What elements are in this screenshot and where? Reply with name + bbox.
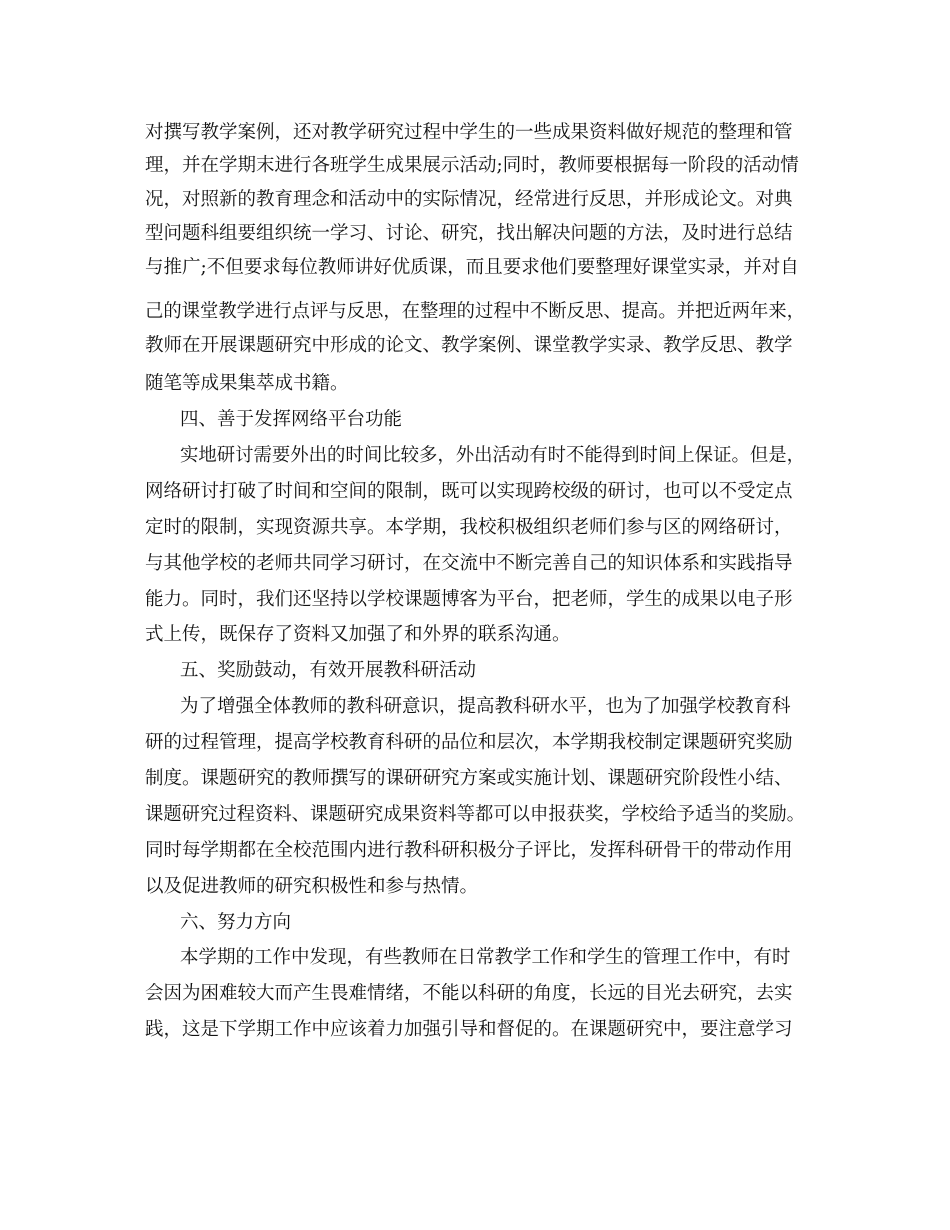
body-text-line: 课题研究过程资料、课题研究成果资料等都可以申报获奖，学校给予适当的奖励。	[145, 804, 806, 825]
body-text-line: 教师在开展课题研究中形成的论文、教学案例、课堂教学实录、教学反思、教学	[145, 335, 793, 356]
body-text-line: 与推广;不但要求每位教师讲好优质课，而且要求他们要整理好课堂实录，并对自	[145, 257, 799, 278]
body-text-line: 定时的限制，实现资源共享。本学期，我校积极组织老师们参与区的网络研讨，	[145, 517, 793, 538]
body-text-line: 随笔等成果集萃成书籍。	[145, 373, 349, 394]
body-text-line: 以及促进教师的研究积极性和参与热情。	[145, 876, 479, 897]
body-text-line: 能力。同时，我们还坚持以学校课题博客为平台，把老师，学生的成果以电子形	[145, 589, 793, 610]
body-text-line: 己的课堂教学进行点评与反思，在整理的过程中不断反思、提高。并把近两年来，	[145, 301, 806, 322]
body-text-line: 研的过程管理，提高学校教育科研的品位和层次，本学期我校制定课题研究奖励	[145, 732, 793, 753]
section-heading: 六、努力方向	[180, 912, 292, 933]
body-text-line: 理，并在学期末进行各班学生成果展示活动;同时，教师要根据每一阶段的活动情	[145, 155, 799, 176]
body-text-line: 践，这是下学期工作中应该着力加强引导和督促的。在课题研究中，要注意学习	[145, 1019, 793, 1040]
body-text-line: 况，对照新的教育理念和活动中的实际情况，经常进行反思，并形成论文。对典	[145, 189, 793, 210]
body-text-line: 式上传，既保存了资料又加强了和外界的联系沟通。	[145, 624, 571, 645]
body-text-line: 对撰写教学案例，还对教学研究过程中学生的一些成果资料做好规范的整理和管	[145, 122, 793, 143]
body-text-line: 与其他学校的老师共同学习研讨，在交流中不断完善自己的知识体系和实践指导	[145, 553, 793, 574]
body-text-line: 同时每学期都在全校范围内进行教科研积极分子评比，发挥科研骨干的带动作用	[145, 840, 793, 861]
body-text-line: 制度。课题研究的教师撰写的课研研究方案或实施计划、课题研究阶段性小结、	[145, 768, 793, 789]
paragraph-first-line: 本学期的工作中发现，有些教师在日常教学工作和学生的管理工作中，有时	[180, 947, 791, 968]
paragraph-first-line: 为了增强全体教师的教科研意识，提高教科研水平，也为了加强学校教育科	[180, 696, 791, 717]
section-heading: 四、善于发挥网络平台功能	[180, 409, 403, 430]
body-text-line: 会因为困难较大而产生畏难情绪，不能以科研的角度，长远的目光去研究，去实	[145, 983, 793, 1004]
body-text-line: 网络研讨打破了时间和空间的限制，既可以实现跨校级的研讨，也可以不受定点	[145, 481, 793, 502]
paragraph-first-line: 实地研讨需要外出的时间比较多，外出活动有时不能得到时间上保证。但是，	[180, 445, 805, 466]
body-text-line: 型问题科组要组织统一学习、讨论、研究，找出解决问题的方法，及时进行总结	[145, 223, 793, 244]
section-heading: 五、奖励鼓动，有效开展教科研活动	[180, 660, 477, 681]
